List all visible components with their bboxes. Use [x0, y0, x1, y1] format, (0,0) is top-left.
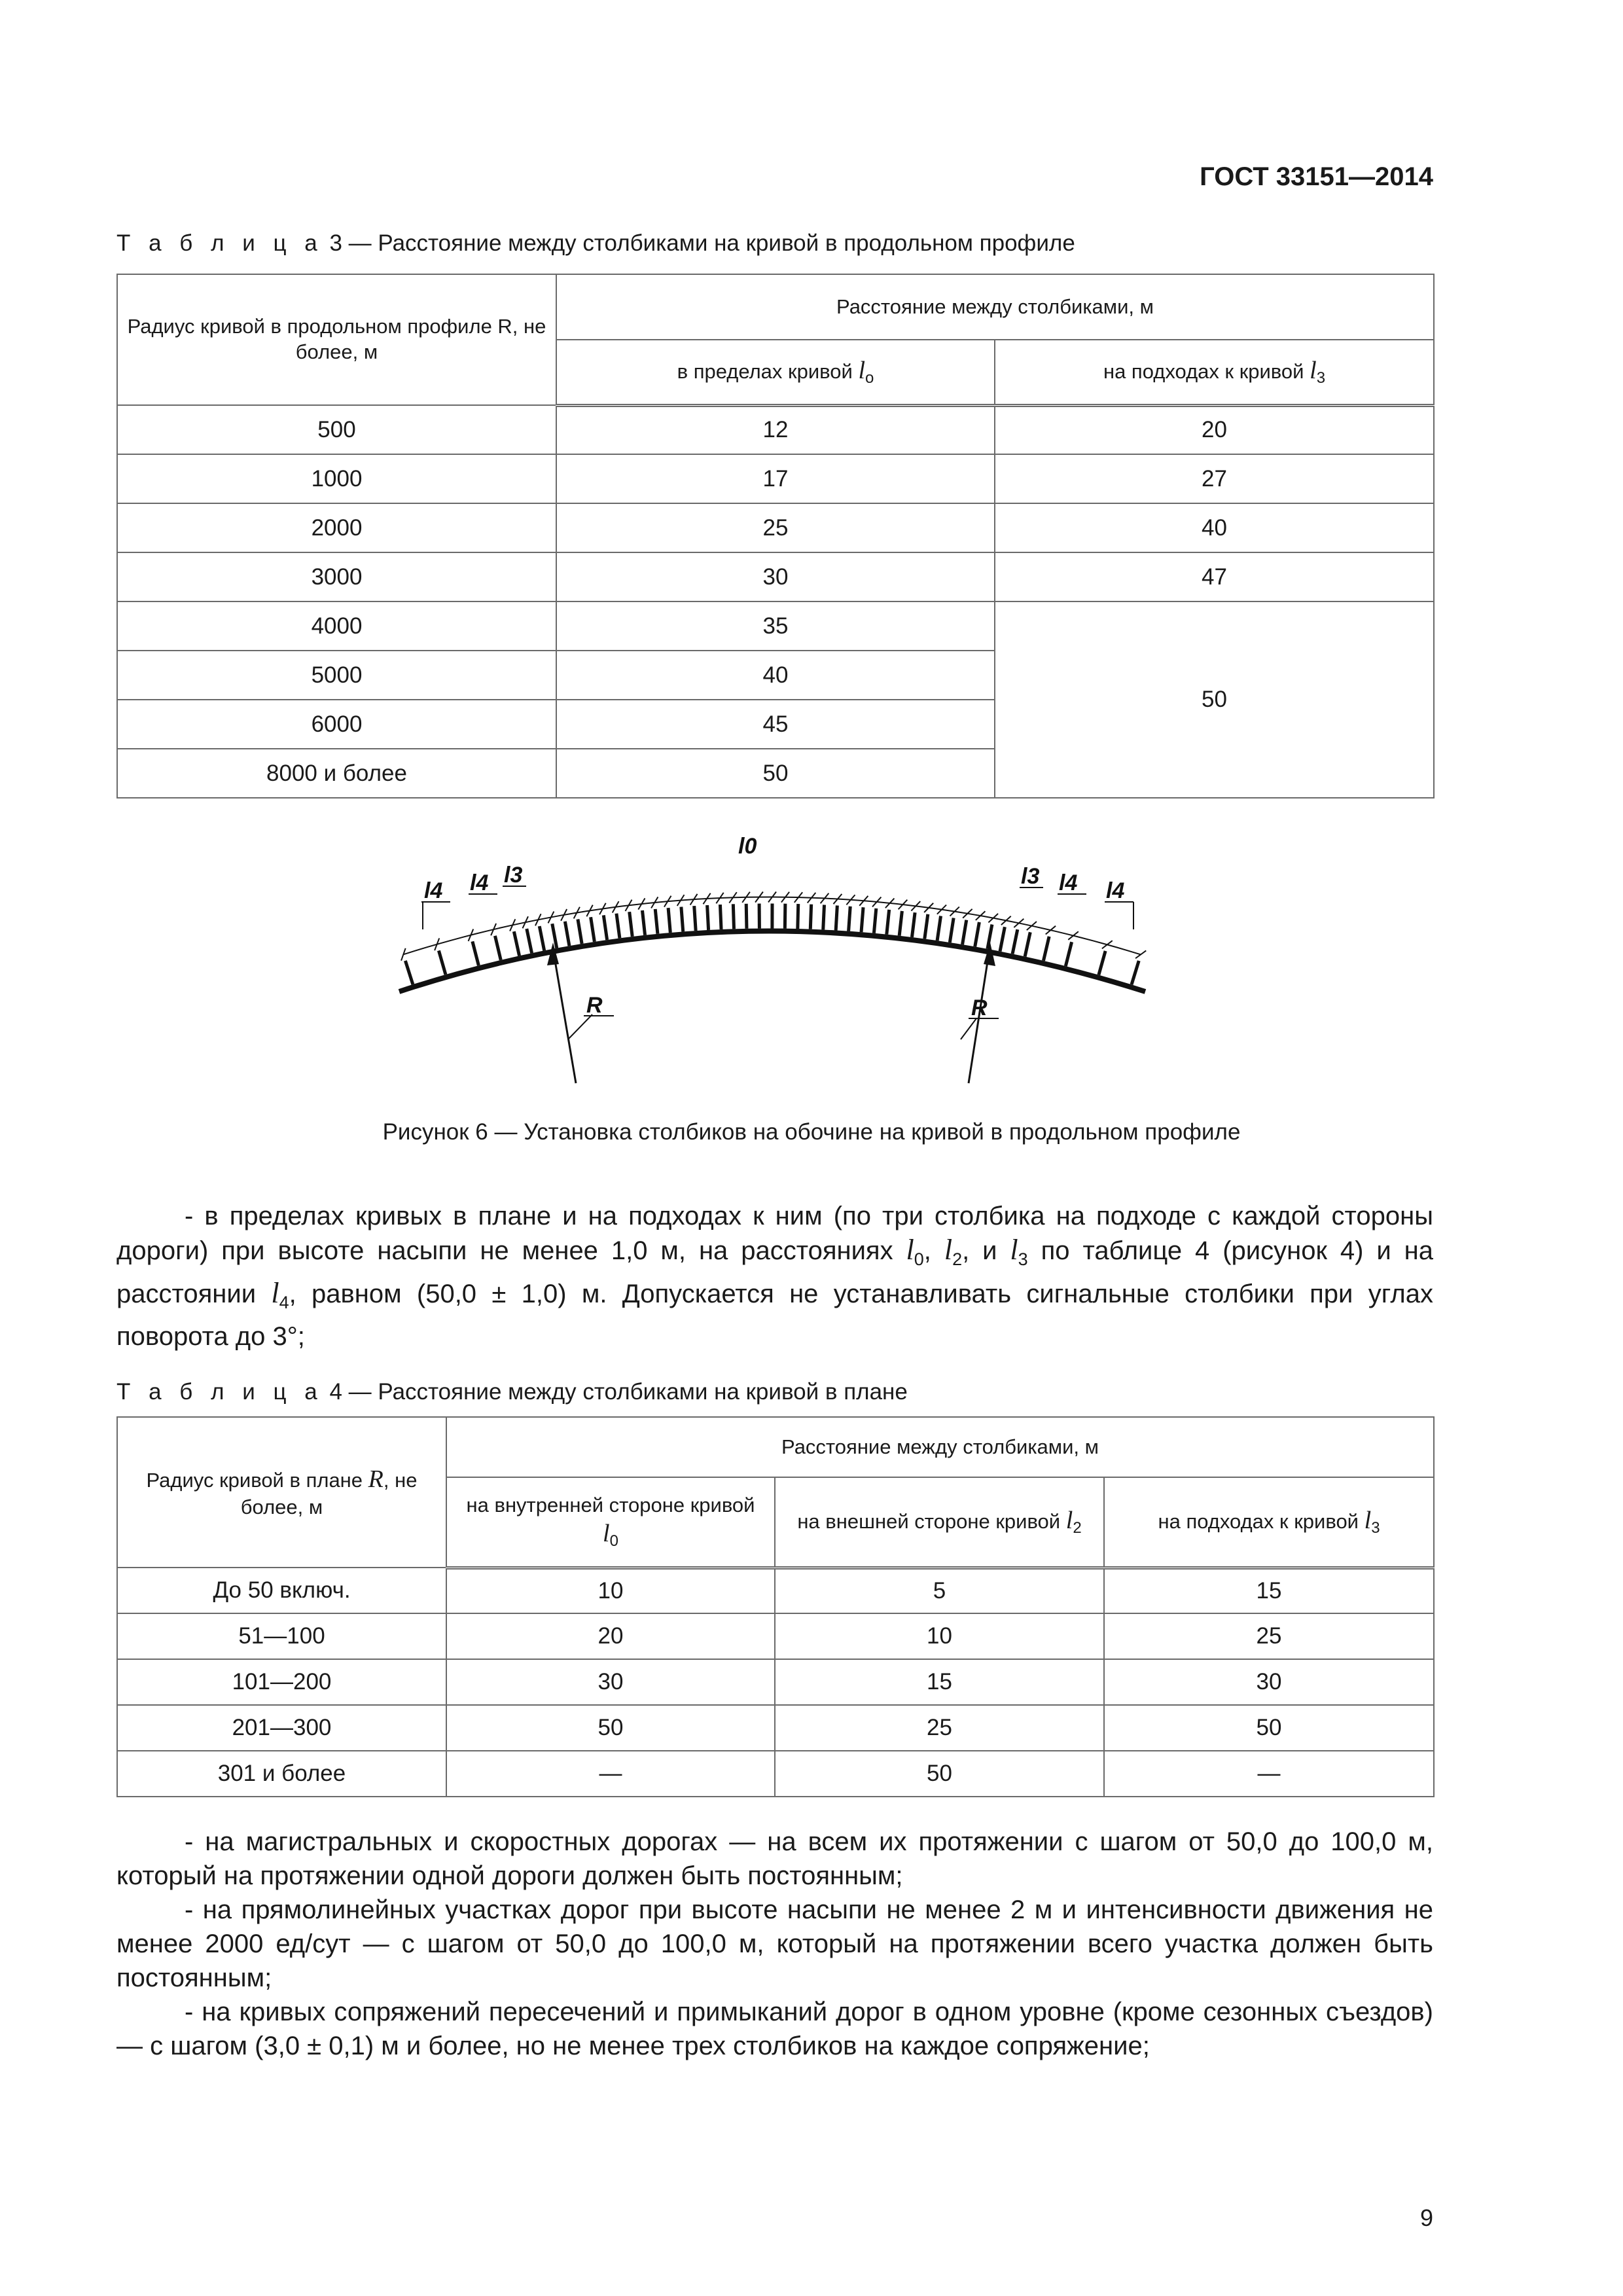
table4-cell: 50 [775, 1751, 1104, 1797]
signal-post [591, 917, 595, 942]
table4-cell: 25 [1104, 1613, 1434, 1659]
table4-cell: 30 [1104, 1659, 1434, 1705]
signal-post [495, 936, 501, 960]
table4-col1-header: Радиус кривой в плане R, не более, м [117, 1417, 446, 1568]
signal-post [937, 916, 940, 941]
table3-cell: 25 [556, 503, 995, 552]
table3-caption-text: — Расстояние между столбиками на кривой в продольном профиле [348, 230, 1075, 256]
label-l4: l4 [1059, 870, 1078, 895]
table3 [116, 274, 1435, 798]
table-row [117, 552, 1434, 601]
signal-post [473, 941, 478, 965]
table3-cell: 45 [556, 700, 995, 749]
table4-group-header: Расстояние между столбиками, м [446, 1417, 1434, 1477]
label-l4: l4 [424, 878, 443, 903]
signal-post [1000, 927, 1005, 951]
table-row [117, 1613, 1434, 1659]
table3-cell: 4000 [117, 601, 556, 651]
signal-post [1099, 951, 1105, 975]
table4-cell: 25 [775, 1705, 1104, 1751]
table3-cell: 20 [995, 405, 1434, 454]
label-l3: l3 [1021, 864, 1040, 889]
table3-cell: 8000 и более [117, 749, 556, 798]
body-paragraph: - на прямолинейных участках дорог при высоте насыпи не менее 2 м и интенсивности движения не менее 2000 ед/сут — с шагом от 50,0 до 100,0 м, который на протяжении всего участка должен быть постоянным; [116, 1895, 1433, 1992]
table3-cell: 500 [117, 405, 556, 454]
table4-sub3-header: на подходах к кривой $l_3$ [1104, 1477, 1434, 1568]
signal-post [746, 904, 747, 929]
table-row [117, 405, 1434, 454]
signal-post [810, 905, 811, 929]
table4-cell: 10 [775, 1613, 1104, 1659]
table3-cell: 17 [556, 454, 995, 503]
radius-label: R [586, 993, 603, 1018]
label-l0: l0 [738, 834, 757, 859]
table4-caption-text: — Расстояние между столбиками на кривой в плане [348, 1379, 908, 1405]
signal-post [912, 912, 915, 937]
table4-caption-num: 4 [329, 1379, 342, 1405]
table3-cell: 40 [995, 503, 1434, 552]
body-paragraph: - в пределах кривых в плане и на подходах к ним (по три столбика на подходе с каждой стороны дороги) при высоте насыпи не менее 1,0 м, на расстояниях $l_0$, $l_2$, и $l_3$ по таблице 4 (рисунок 4) и на расстоянии $l_4$, равном (50,0 ± 1,0) м. Допускается не устанавливать сигнальные столбики при углах поворота до 3°; [116, 1202, 1433, 1351]
signal-post [539, 926, 544, 950]
table-row [117, 1568, 1434, 1613]
signal-post [630, 912, 633, 937]
signal-post [1025, 932, 1030, 956]
signal-post [707, 905, 709, 930]
signal-post [565, 922, 569, 946]
table3-cell: 3000 [117, 552, 556, 601]
table4-cell: 15 [775, 1659, 1104, 1705]
signal-post [642, 910, 645, 935]
road-curve [399, 931, 1145, 992]
table-row [117, 1659, 1434, 1705]
table3-col1-header: Радиус кривой в продольном профиле R, не более, м [117, 274, 556, 405]
table-row [117, 503, 1434, 552]
signal-post [836, 906, 837, 931]
table3-cell: 50 [556, 749, 995, 798]
signal-post [1043, 937, 1049, 961]
table3-caption-num: 3 [329, 230, 342, 256]
signal-post [616, 914, 620, 939]
table-row [117, 1751, 1434, 1797]
signal-post [603, 915, 607, 940]
signal-post [578, 919, 582, 943]
signal-post [514, 931, 519, 956]
figure6-caption: Рисунок 6 — Установка столбиков на обочине на кривой в продольном профиле [382, 1119, 1241, 1145]
table4-cell: 301 и более [117, 1751, 446, 1797]
table4-cell: — [446, 1751, 775, 1797]
table3-cell: 2000 [117, 503, 556, 552]
table4-cell: 5 [775, 1568, 1104, 1613]
table4-cell: 50 [1104, 1705, 1434, 1751]
table-row [117, 1705, 1434, 1751]
table4-cell: 201—300 [117, 1705, 446, 1751]
table3-cell: 5000 [117, 651, 556, 700]
signal-post [1012, 929, 1018, 954]
body-paragraph: - на магистральных и скоростных дорогах — на всем их протяжении с шагом от 50,0 до 100,0 м, который на протяжении одной дороги должен быть постоянным; [116, 1827, 1433, 1890]
table3-cell: 1000 [117, 454, 556, 503]
signal-post [681, 907, 683, 932]
table3-cell: 27 [995, 454, 1434, 503]
table4-cell: — [1104, 1751, 1434, 1797]
signal-post [655, 909, 658, 934]
table3-cell: 40 [556, 651, 995, 700]
signal-post [1132, 961, 1139, 984]
signal-post [1065, 942, 1071, 966]
signal-post [874, 908, 876, 933]
table3-cell: 12 [556, 405, 995, 454]
table3-cell: 47 [995, 552, 1434, 601]
label-l4: l4 [470, 870, 489, 895]
radius-arrow-left [553, 949, 576, 1083]
signal-post [733, 904, 734, 929]
table4-cell: 30 [446, 1659, 775, 1705]
table4-sub1-header: на внутренней стороне кривой $l_0$ [446, 1477, 775, 1568]
table3-caption [116, 230, 1075, 257]
body-paragraph: - на кривых сопряжений пересечений и примыканий дорог в одном уровне (кроме сезонных съездов) — с шагом (3,0 ± 0,1) м и более, но не менее трех столбиков на каждое сопряжение; [116, 1998, 1433, 2060]
signal-post [861, 907, 863, 932]
table-row [117, 601, 1434, 651]
signal-post [887, 910, 889, 935]
table4 [116, 1416, 1435, 1797]
table4-cell: 50 [446, 1705, 775, 1751]
signal-post [694, 906, 696, 931]
signal-post [438, 950, 445, 975]
table3-group-header: Расстояние между столбиками, м [556, 274, 1434, 340]
signal-post [823, 905, 825, 929]
signal-post [963, 920, 967, 944]
table-row [117, 454, 1434, 503]
label-l3: l3 [504, 863, 523, 888]
table4-cell: 20 [446, 1613, 775, 1659]
table3-sub1-header: в пределах кривой $l_o$ [556, 340, 995, 405]
dimension-tick [1135, 950, 1146, 958]
signal-post [668, 908, 670, 933]
signal-post [975, 922, 980, 946]
radius-label: R [971, 996, 988, 1020]
signal-post [925, 914, 928, 939]
table4-sub2-header: на внешней стороне кривой $l_2$ [775, 1477, 1104, 1568]
table4-caption [116, 1379, 908, 1405]
table3-cell: 35 [556, 601, 995, 651]
page-number: 9 [1419, 2204, 1433, 2231]
signal-post [849, 906, 851, 931]
standard-number: ГОСТ 33151—2014 [1200, 162, 1433, 191]
table4-cell: До 50 включ. [117, 1568, 446, 1613]
signal-post [405, 961, 412, 984]
table3-caption-prefix: Т а б л и ц а [116, 230, 323, 256]
table4-caption-prefix: Т а б л и ц а [116, 1379, 323, 1405]
table3-cell: 30 [556, 552, 995, 601]
signal-post [950, 918, 954, 942]
table3-merged-cell: 50 [995, 601, 1434, 798]
table4-cell: 15 [1104, 1568, 1434, 1613]
signal-post [899, 911, 902, 936]
table3-cell: 6000 [117, 700, 556, 749]
figure6-diagram [393, 825, 1165, 1086]
table4-cell: 51—100 [117, 1613, 446, 1659]
table3-sub2-header: на подходах к кривой $l_3$ [995, 340, 1434, 405]
signal-post [720, 905, 721, 929]
signal-post [527, 929, 532, 953]
table4-cell: 101—200 [117, 1659, 446, 1705]
label-l4: l4 [1106, 878, 1125, 903]
table4-cell: 10 [446, 1568, 775, 1613]
